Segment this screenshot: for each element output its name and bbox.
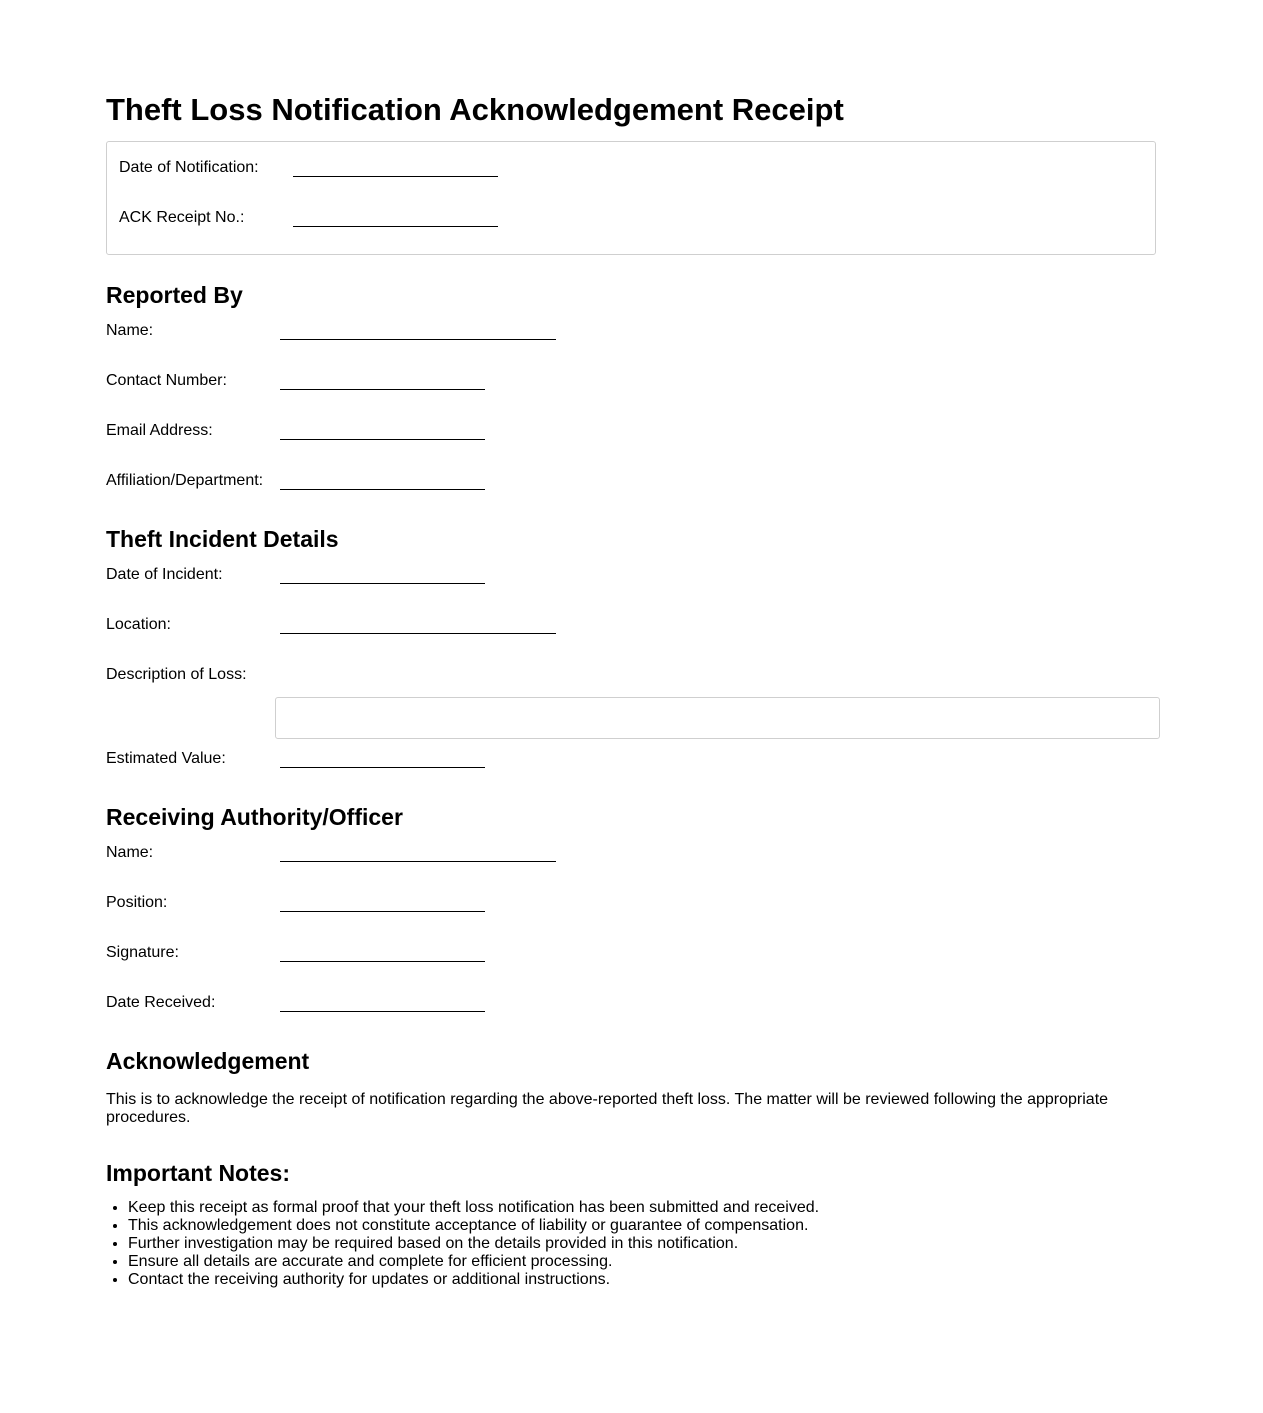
date-of-notification-field[interactable]	[293, 176, 498, 177]
location-field[interactable]	[280, 633, 556, 634]
signature-field[interactable]	[280, 961, 485, 962]
officer-name-row	[106, 843, 566, 865]
position-label: Position:	[106, 894, 168, 911]
estimated-value-label: Estimated Value:	[106, 750, 226, 767]
reporter-name-field[interactable]	[280, 339, 556, 340]
incident-details-heading: Theft Incident Details	[106, 526, 339, 552]
date-of-incident-field[interactable]	[280, 583, 485, 584]
date-received-field[interactable]	[280, 1011, 485, 1012]
affiliation-row	[106, 471, 566, 493]
signature-label: Signature:	[106, 944, 179, 961]
signature-row	[106, 943, 566, 965]
officer-name-label: Name:	[106, 844, 154, 861]
date-received-row	[106, 993, 566, 1015]
reporter-name-row	[106, 321, 566, 343]
position-row	[106, 893, 566, 915]
ack-receipt-no-label: ACK Receipt No.:	[119, 209, 245, 226]
ack-receipt-no-row	[119, 208, 519, 230]
important-notes-list	[106, 1199, 1158, 1289]
location-row	[106, 615, 566, 637]
list-item: • This acknowledgement does not constitute acceptance of liability or guarantee of compensation.	[128, 1217, 1158, 1235]
email-address-label: Email Address:	[106, 422, 213, 439]
list-item: • Contact the receiving authority for updates or additional instructions.	[128, 1271, 1158, 1289]
date-of-notification-row	[119, 158, 519, 180]
description-of-loss-label: Description of Loss:	[106, 666, 247, 683]
date-received-label: Date Received:	[106, 994, 216, 1011]
list-item: • Further investigation may be required based on the details provided in this notification.	[128, 1235, 1158, 1253]
contact-number-label: Contact Number:	[106, 372, 227, 389]
affiliation-field[interactable]	[280, 489, 485, 490]
email-address-field[interactable]	[280, 439, 485, 440]
receipt-header-box	[106, 141, 1156, 255]
affiliation-label: Affiliation/Department:	[106, 472, 264, 489]
position-field[interactable]	[280, 911, 485, 912]
email-address-row	[106, 421, 566, 443]
ack-receipt-no-field[interactable]	[293, 226, 498, 227]
important-notes-heading: Important Notes:	[106, 1160, 290, 1186]
reported-by-heading: Reported By	[106, 282, 243, 308]
description-of-loss-row	[106, 665, 566, 687]
reporter-name-label: Name:	[106, 322, 154, 339]
description-of-loss-textarea[interactable]	[275, 697, 1160, 739]
page-title: Theft Loss Notification Acknowledgement Receipt	[106, 92, 844, 127]
officer-name-field[interactable]	[280, 861, 556, 862]
contact-number-row	[106, 371, 566, 393]
list-item: • Keep this receipt as formal proof that your theft loss notification has been submitted and received.	[128, 1199, 1158, 1217]
receiving-authority-heading: Receiving Authority/Officer	[106, 804, 403, 830]
date-of-incident-row	[106, 565, 566, 587]
estimated-value-row	[106, 749, 566, 771]
location-label: Location:	[106, 616, 171, 633]
date-of-notification-label: Date of Notification:	[119, 159, 259, 176]
contact-number-field[interactable]	[280, 389, 485, 390]
list-item: • Ensure all details are accurate and complete for efficient processing.	[128, 1253, 1158, 1271]
estimated-value-field[interactable]	[280, 767, 485, 768]
acknowledgement-text: This is to acknowledge the receipt of notification regarding the above-reported theft loss. The matter will be reviewed following the appropriate procedures.	[106, 1091, 1109, 1126]
date-of-incident-label: Date of Incident:	[106, 566, 223, 583]
acknowledgement-heading: Acknowledgement	[106, 1048, 310, 1074]
